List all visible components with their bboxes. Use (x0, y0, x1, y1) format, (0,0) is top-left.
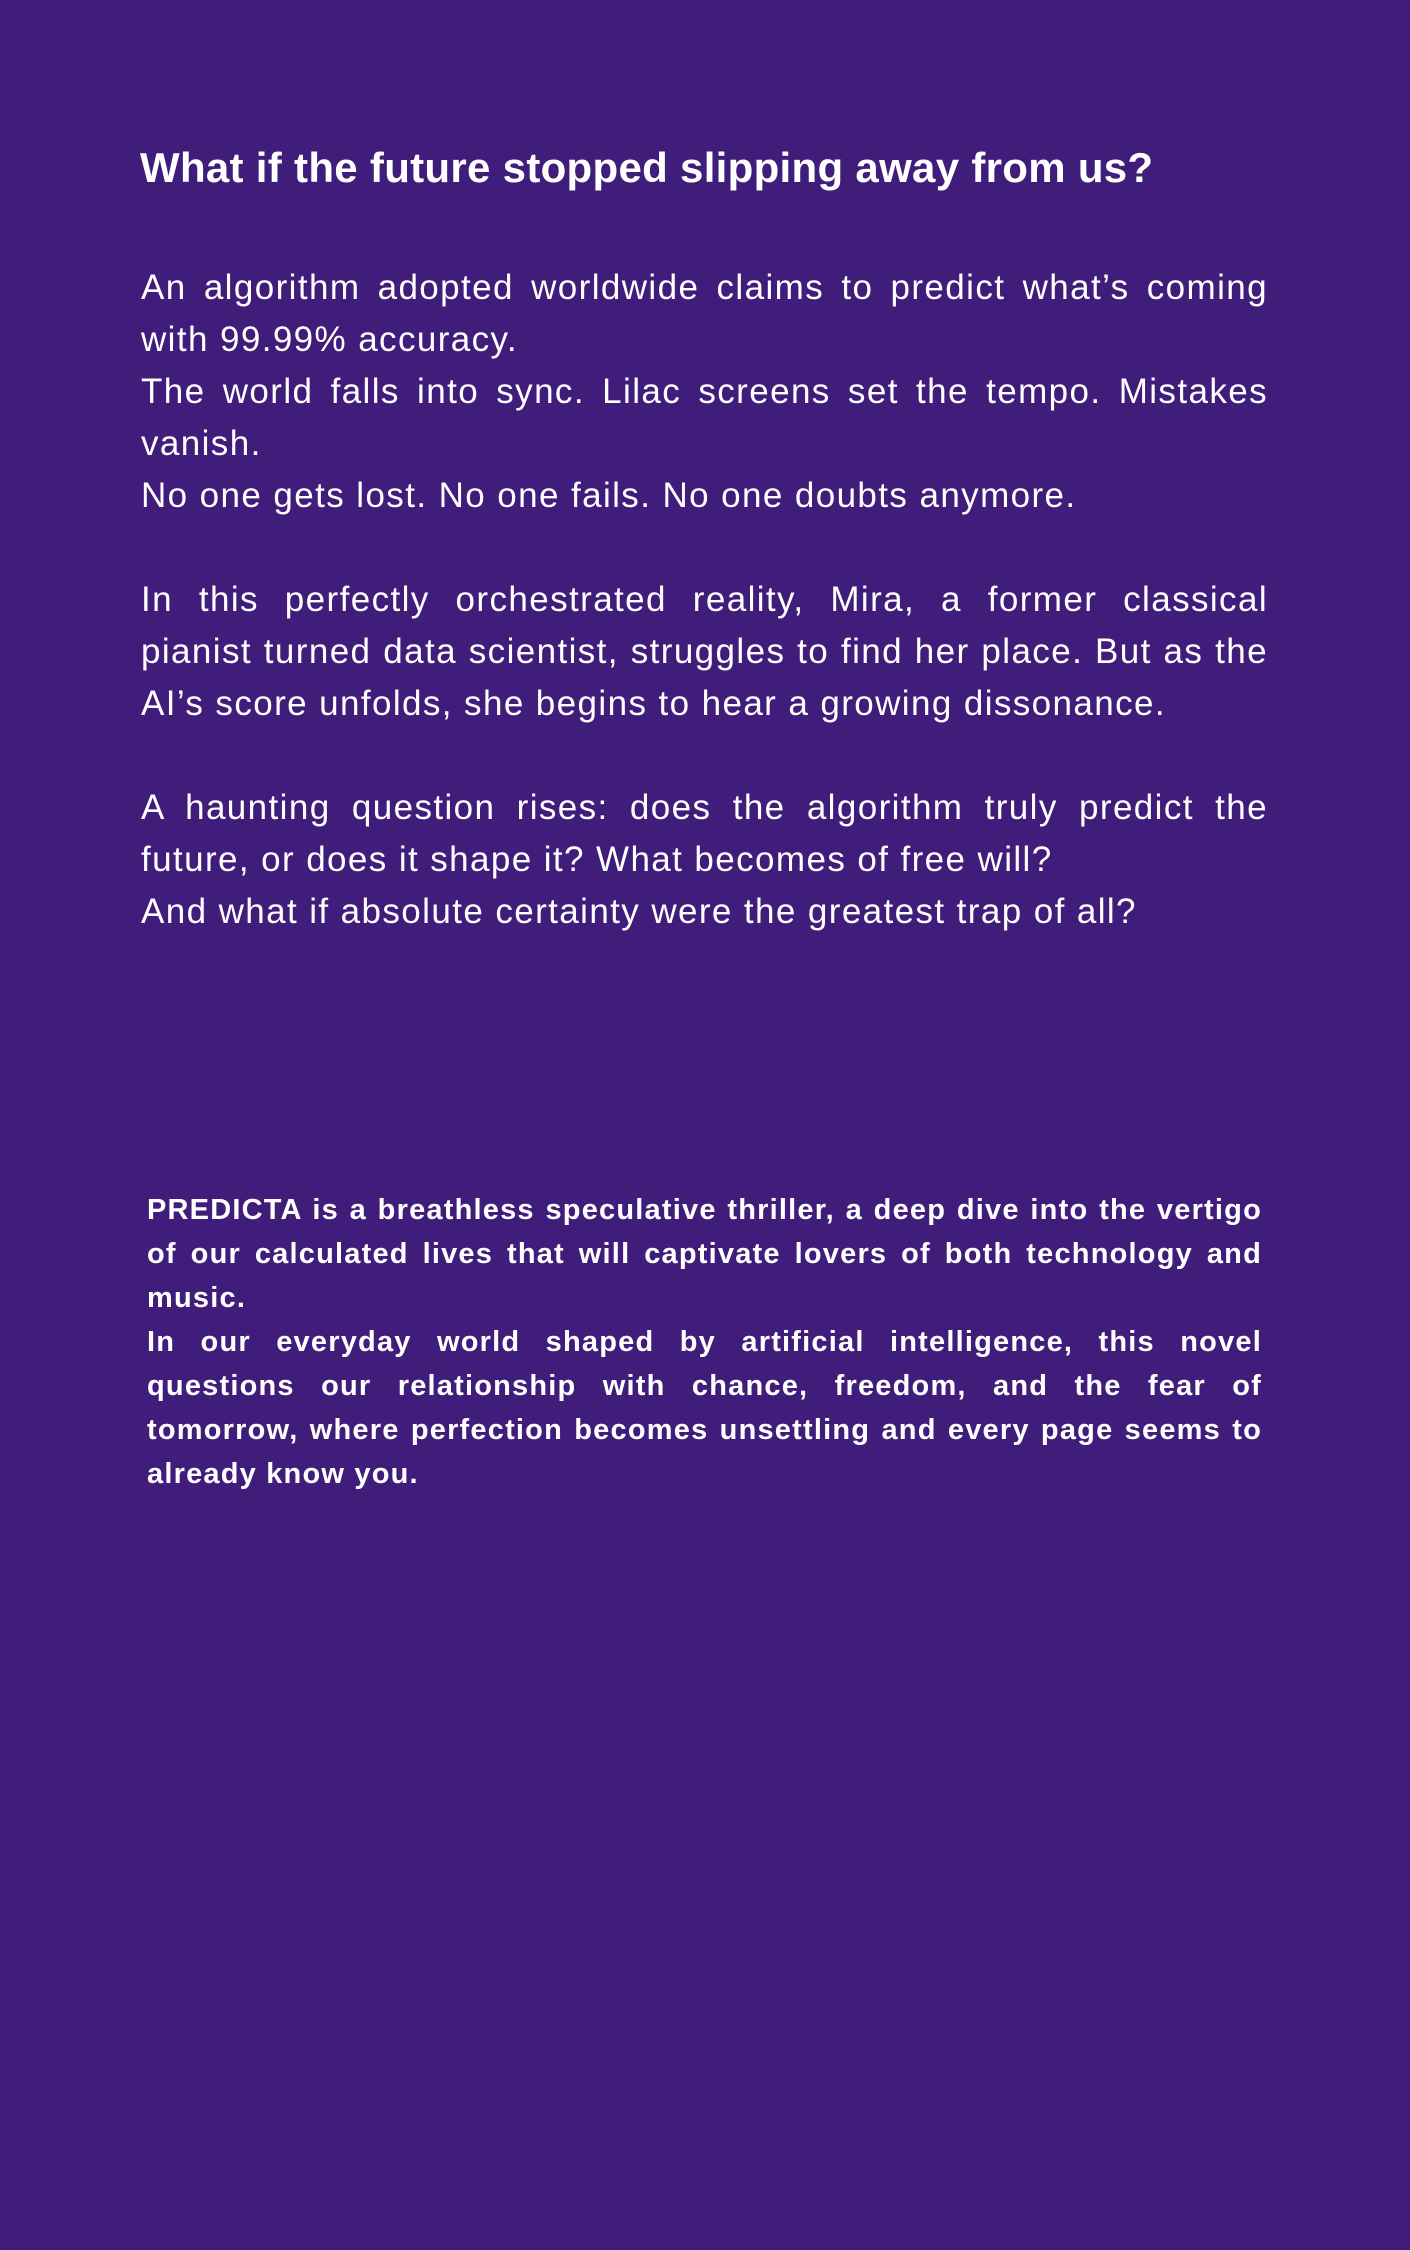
book-pitch (147, 1188, 1262, 1496)
synopsis-sentence-question: A haunting question rises: does the algorithm truly predict the future, or does it shape it? What becomes of free will? (141, 788, 1268, 879)
pitch-paragraph-2: In our everyday world shaped by artificial intelligence, this novel questions our relationship with chance, freedom, and the fear of tomorrow, where perfection becomes unsettling and every page seems to already know you. (147, 1326, 1262, 1490)
headline: What if the future stopped slipping away from us? (140, 144, 1154, 191)
synopsis-sentence-no-doubts: No one gets lost. No one fails. No one doubts anymore. (141, 476, 1077, 515)
synopsis-sentence-algorithm: An algorithm adopted worldwide claims to predict what’s coming with 99.99% accuracy. (141, 268, 1268, 359)
synopsis-sentence-world-sync: The world falls into sync. Lilac screens set the tempo. Mistakes vanish. (141, 372, 1268, 463)
synopsis-paragraph-3 (141, 782, 1268, 938)
pitch-paragraph-1: PREDICTA is a breathless speculative thriller, a deep dive into the vertigo of our calculated lives that will captivate lovers of both technology and music. (147, 1194, 1262, 1314)
synopsis-sentence-trap: And what if absolute certainty were the greatest trap of all? (141, 892, 1137, 931)
synopsis-paragraph-2: In this perfectly orchestrated reality, Mira, a former classical pianist turned data scientist, struggles to find her place. But as the AI’s score unfolds, she begins to hear a growing dissonance. (141, 580, 1268, 723)
synopsis (141, 262, 1268, 938)
synopsis-paragraph-1 (141, 262, 1268, 522)
